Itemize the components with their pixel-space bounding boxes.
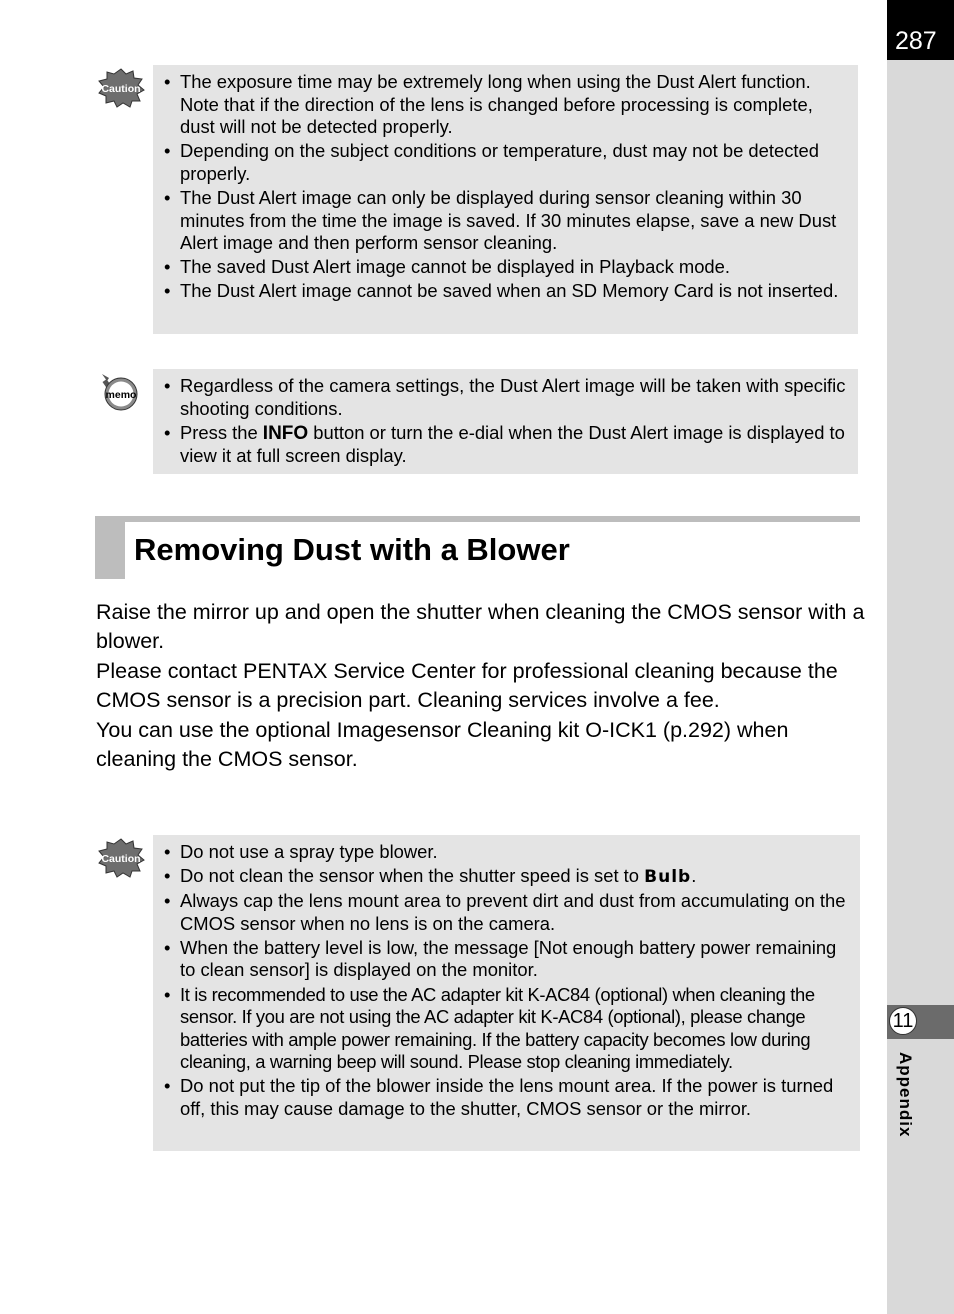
caution-text: . bbox=[691, 865, 697, 887]
svg-text:memo: memo bbox=[105, 389, 137, 401]
caution-item: • Depending on the subject conditions or temperature, dust may not be detected properly. bbox=[163, 140, 848, 185]
body-paragraph: You can use the optional Imagesensor Cleaning kit O-ICK1 (p.292) when cleaning the CMOS sensor. bbox=[96, 717, 789, 772]
caution-item: • When the battery level is low, the message [Not enough battery power remaining to clean sensor] is displayed on the monitor. bbox=[163, 937, 850, 982]
heading-marker bbox=[95, 516, 125, 579]
svg-text:Caution: Caution bbox=[101, 83, 141, 95]
memo-item: • Regardless of the camera settings, the Dust Alert image will be taken with specific shooting conditions. bbox=[163, 375, 848, 420]
bulb-mode-label: Bulb bbox=[644, 867, 692, 888]
caution-icon bbox=[97, 838, 145, 883]
caution-box bbox=[153, 65, 858, 334]
chapter-number: 11 bbox=[889, 1007, 917, 1035]
caution-icon bbox=[97, 68, 145, 113]
caution-item: • Always cap the lens mount area to prevent dirt and dust from accumulating on the CMOS sensor when no lens is on the camera. bbox=[163, 890, 850, 935]
caution-item: • The exposure time may be extremely long when using the Dust Alert function. Note that if the direction of the lens is changed before processing is complete, dust will not be detected properly. bbox=[163, 71, 848, 139]
caution-item: • Do not put the tip of the blower inside the lens mount area. If the power is turned off, this may cause damage to the shutter, CMOS sensor or the mirror. bbox=[163, 1075, 850, 1120]
section-body bbox=[96, 598, 866, 774]
caution-item: • The Dust Alert image can only be displayed during sensor cleaning within 30 minutes from the time the image is saved. If 30 minutes elapse, save a new Dust Alert image and then perform sensor cleaning. bbox=[163, 187, 848, 255]
section-heading bbox=[95, 516, 860, 579]
memo-item bbox=[163, 422, 848, 468]
section-title: Removing Dust with a Blower bbox=[134, 532, 570, 567]
memo-icon bbox=[99, 372, 141, 417]
memo-text: button or turn the e-dial when the Dust Alert image is displayed to view it at full screen display. bbox=[180, 421, 845, 467]
caution-item: • The Dust Alert image cannot be saved when an SD Memory Card is not inserted. bbox=[163, 280, 848, 303]
memo-box bbox=[153, 369, 858, 474]
caution-item: • The saved Dust Alert image cannot be displayed in Playback mode. bbox=[163, 256, 848, 279]
svg-text:Caution: Caution bbox=[101, 853, 141, 865]
body-paragraph: Raise the mirror up and open the shutter when cleaning the CMOS sensor with a blower. bbox=[96, 600, 865, 654]
caution-box bbox=[153, 835, 860, 1151]
caution-text: Do not clean the sensor when the shutter speed is set to bbox=[180, 865, 645, 887]
memo-text: Press the bbox=[180, 421, 263, 443]
chapter-label: Appendix bbox=[896, 1052, 915, 1138]
caution-item: • It is recommended to use the AC adapter kit K-AC84 (optional) when cleaning the sensor. If you are not using the AC adapter kit K-AC84 (optional), please change batteries with ample power remaining. If the battery capacity becomes low during cleaning, a warning beep will sound. Please stop cleaning immediately. bbox=[163, 984, 850, 1074]
page-number: 287 bbox=[887, 0, 954, 60]
caution-item bbox=[163, 865, 850, 889]
heading-rule bbox=[95, 516, 860, 522]
caution-item: • Do not use a spray type blower. bbox=[163, 841, 850, 864]
body-paragraph: Please contact PENTAX Service Center for professional cleaning because the CMOS sensor is a precision part. Cleaning services involve a fee. bbox=[96, 658, 838, 713]
info-button-label: INFO bbox=[262, 422, 309, 444]
